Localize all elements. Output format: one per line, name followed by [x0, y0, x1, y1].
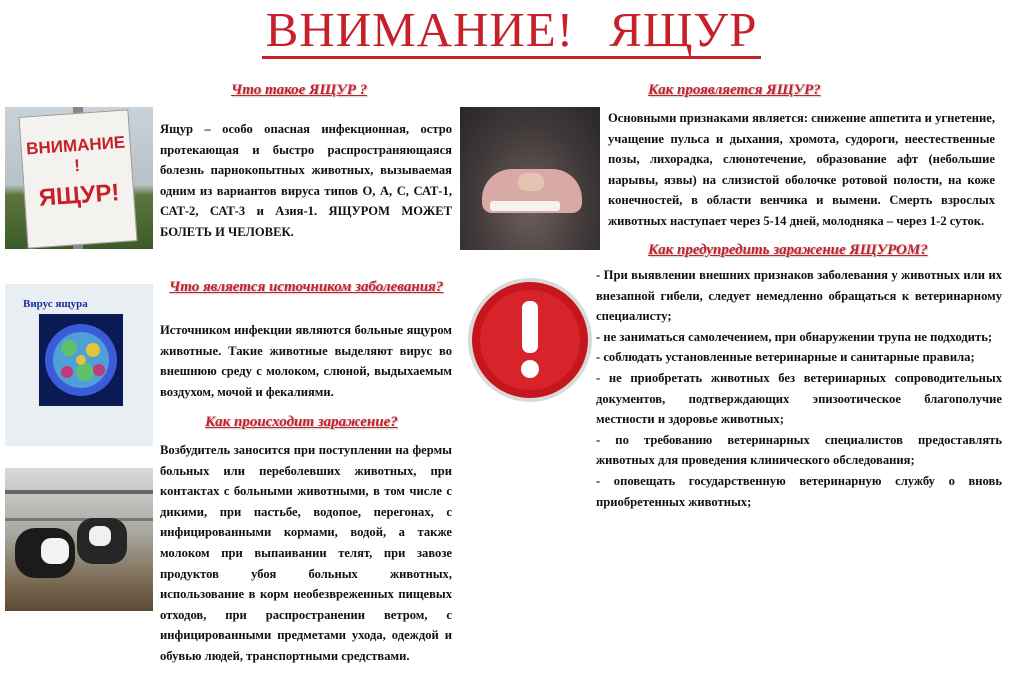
list-item: - оповещать государственную ветеринарную службу о вновь приобретенных животных;	[596, 473, 1002, 509]
cow-mouth-photo	[460, 107, 600, 250]
list-item: - не приобретать животных без ветеринарных сопроводительных документов, подтверждающих эпизоотическое благополучие местности и здоровье животных;	[596, 370, 1002, 427]
prevention-list	[596, 265, 1002, 512]
heading-source: Что является источником заболевания?	[169, 279, 444, 295]
paragraph-source: Источником инфекции являются больные ящуром животные. Такие животные выделяют вирус во внешнюю среду с молоком, слюной, выдыхаемым воздухом, мочой и фекалиями.	[160, 323, 452, 399]
list-item: - соблюдать установленные ветеринарные и санитарные правила;	[596, 350, 975, 365]
heading-prevention: Как предупредить заражение ЯЩУРОМ?	[648, 242, 928, 258]
paragraph-what: Ящур – особо опасная инфекционная, остро протекающая и быстро распространяющаяся болезнь парнокопытных животных, вызываемая одним из вариантов вируса типов О, А, С, САТ-1, САТ-2, САТ-3 и Азия-1. ЯЩУРОМ МОЖЕТ БОЛЕТЬ И ЧЕЛОВЕК.	[160, 122, 452, 239]
paragraph-symptoms: Основными признаками является: снижение аппетита и угнетение, учащение пульса и дыхания, хромота, судороги, неестественные позы, лихорадка, слюнотечение, образование афт (небольшие нарывы, язвы) на слизистой оболочке ротовой полости, на коже конечностей, в области венчика и вымени. Смерть взрослых животных наступает через 5-14 дней, молодняка – через 1-2 суток.	[608, 111, 995, 228]
list-item: - При выявлении внешних признаков заболевания у животных или их внезапной гибели, следует немедленно обращаться к ветеринарному специалисту;	[596, 268, 1002, 324]
list-item: - по требованию ветеринарных специалистов предоставлять животных для проведения клинического обследования;	[596, 432, 1002, 468]
page-title: ВНИМАНИЕ! ЯЩУР	[0, 4, 1023, 59]
cows-photo	[5, 468, 153, 611]
virus-image	[5, 284, 153, 446]
sign-line-1: ВНИМАНИЕ !	[25, 132, 126, 176]
heading-what: Что такое ЯЩУР ?	[231, 82, 368, 98]
heading-infection: Как происходит заражение?	[205, 414, 398, 430]
list-item: - не заниматься самолечением, при обнаружении трупа не подходить;	[596, 329, 993, 344]
virus-particle-icon	[39, 314, 123, 406]
heading-symptoms: Как проявляется ЯЩУР?	[648, 82, 821, 98]
exclamation-icon	[467, 277, 593, 403]
sign-line-2: ЯЩУР!	[37, 179, 121, 212]
warning-sign-photo	[5, 107, 153, 249]
paragraph-infection: Возбудитель заносится при поступлении на фермы больных или переболевших животных, при контактах с больными животными, в том числе с дикими, при пастьбе, водопое, перегонах, с инфицированными кормами, водой, а также молоком при выпаивании телят, при завозе продуктов убоя больных животных, использование в корм необезвреженных пищевых отходов, при распространении ветром, с инфицированными предметами ухода, одеждой и обувью людей, транспортными средствами.	[160, 443, 452, 663]
virus-caption: Вирус ящура	[23, 298, 88, 310]
